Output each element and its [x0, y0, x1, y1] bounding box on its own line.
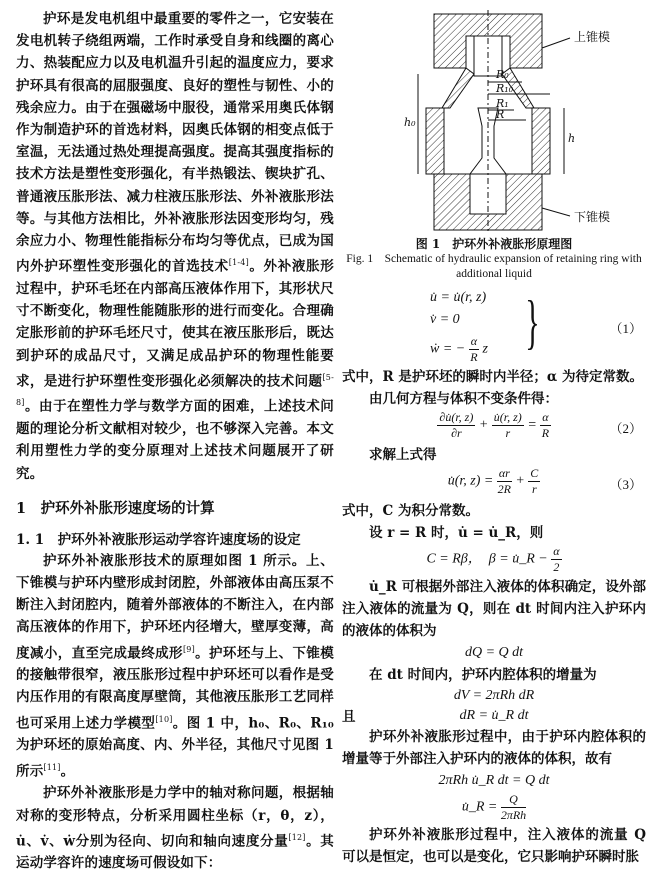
leader-lower: [542, 208, 570, 216]
eq3-frac1: [497, 466, 512, 497]
eq9-frac: [501, 792, 526, 823]
eq4-den: 2: [553, 560, 560, 574]
eq1-line1: u̇ = u̇(r, z): [430, 290, 487, 305]
section-heading-1: 1 护环外补胀形速度场的计算: [16, 499, 215, 517]
label-R0: R₀: [496, 68, 509, 81]
left-column: [16, 8, 334, 875]
intro-paragraph: [16, 8, 334, 485]
equation-8: 2πRh u̇_R dt = Q dt: [438, 773, 550, 788]
eq2-number: （2）: [609, 421, 642, 436]
figure-caption-cn: 图 1 护环外补液胀形原理图: [415, 237, 573, 251]
eq2-plus: +: [478, 417, 489, 433]
eq2-frac2-den: r: [505, 426, 511, 440]
eq2-frac1: [437, 410, 475, 441]
equation-7: dR = u̇_R dt: [459, 708, 529, 723]
eq3-plus: +: [515, 473, 525, 489]
leader-upper: [542, 38, 570, 48]
citation: [1-4]: [228, 258, 249, 268]
label-R1: R₁: [496, 97, 509, 110]
intro-text-2: 。外补液胀形过程中，护环毛坯在内部高压液体作用下，其形状尺寸不断变化，物理性能随胀形的进行而变化。合理确定胀形前的护环毛坯尺寸，使其在液压胀形后，既达到护环的成品尺寸，又满足成品护环的物理性能要求，是进行护环塑性变形强化必须解决的技术问题: [16, 258, 334, 390]
eq1-fraction: [469, 334, 479, 365]
label-R: R: [496, 108, 505, 121]
intro-text-1: 护环是发电机组中最重要的零件之一，它安装在发电机转子绕组两端，工作时承受自身和线圈的离心力、热装配应力以及电机温升引起的温度应力，要求护环具有很高的屈服强度、良好的塑性与韧性、小的残余应力。由于在强磁场中服役，通常采用奥氏体钢作为制造护环的首选材料，因奥氏体钢的相变点低于室温，无法通过热处理提高强度。提高其强度指标的技术方法是塑性变形强化，有半热锻法、锲块扩孔、普通液压胀形法、减力柱液压胀形法、外补液胀形法等。与其他方法相比，外补液胀形法因变形均匀，残余应力小、物理性能指标分布均匀等优点，已成为国内外护环塑性变形强化的首选技术: [16, 11, 334, 275]
eq9-num: Q: [501, 792, 526, 808]
citation: [12]: [288, 832, 306, 842]
text-after-eq1: 式中，R 是护环坯的瞬时内半径；α 为待定常数。: [342, 369, 644, 385]
eq1-line3-rhs: z: [482, 341, 488, 357]
eq1-line3-lhs: ẇ = −: [430, 341, 466, 357]
intro-text-3: 。由于在塑性力学与数学方面的困难，上述技术问题的理论分析文献相对较少，也不够深入完善。本文利用塑性力学的变分原理对上述技术问题展开了研究。: [16, 398, 334, 482]
equation-3: [342, 466, 646, 500]
principle-text-b: 。护环坯与上、下锥模的接触带很窄，液压胀形过程中护环坯可以看作是受内压作用的有限高度厚壁筒，其他液压胀形工艺同样也可采用上述力学模型: [16, 645, 335, 732]
right-brace: }: [525, 289, 540, 355]
eq2-frac3-den: R: [541, 426, 550, 440]
eq1-num: α: [470, 334, 478, 348]
eq2-frac2: [492, 410, 524, 441]
eq1-line2: v̇ = 0: [430, 312, 460, 327]
eq3-number: （3）: [609, 477, 642, 492]
eq3-frac2-num: C: [530, 466, 539, 480]
paragraph-flow: u̇_R 可根据外部注入液体的体积确定，设外部注入液体的流量为 Q，则在 dt 时间内注入护环内的液体的体积为: [342, 579, 646, 639]
citation: [9]: [182, 644, 195, 654]
eq2-frac3-num: α: [542, 410, 549, 424]
citation: [11]: [43, 762, 61, 772]
principle-text-a: 护环外补液胀形技术的原理如图 1 所示。上、下锥模与护环内壁形成封闭腔，外部液体由高压泵不断注入封闭腔内，随着外部液体的不断注入，在内部高压液体的作用下，护环坯内径增大，壁厚变薄，高度减小，直至完成最终成形: [16, 552, 334, 662]
equation-6: dV = 2πRh dR: [453, 688, 535, 703]
eq2-frac1-den: ∂r: [451, 426, 462, 440]
paragraph-principle: [16, 550, 334, 783]
text-vol-inc: 在 dt 时间内，护环内腔体积的增量为: [369, 667, 597, 683]
text-solve: 求解上式得: [369, 447, 437, 463]
eq9-den: 2πRh: [500, 808, 527, 822]
eq3-lhs: u̇(r, z) =: [447, 473, 494, 489]
equation-9: [342, 792, 646, 824]
label-R10: R₁₀: [496, 82, 514, 95]
eq2-frac3: [540, 410, 550, 441]
label-upper-die: 上锥模: [574, 30, 611, 44]
principle-text-d: 。: [60, 763, 75, 780]
eq9-lhs: u̇_R =: [461, 799, 498, 815]
figure-caption-en: Fig. 1 Schematic of hydraulic expansion of retaining ring with additional liquid: [346, 253, 642, 280]
equation-4: [342, 544, 646, 576]
eq1-number: （1）: [609, 321, 642, 336]
label-h: h: [568, 132, 576, 145]
paragraph-equal: 护环外补液胀形过程中，由于护环内腔体积的增量等于外部注入护环内的液体的体积，故有: [342, 729, 646, 767]
eq3-frac2: [528, 466, 540, 497]
ring-wall-right: [532, 108, 550, 174]
eq4-num: α: [553, 544, 560, 558]
eq3-frac1-den: 2R: [497, 482, 511, 496]
eq3-frac1-num: αr: [498, 466, 510, 480]
eq4-lhs: C = Rβ， β = u̇_R −: [426, 551, 548, 567]
upper-cone-left: [442, 68, 474, 108]
citation: [10]: [155, 714, 173, 724]
equation-2: [342, 410, 646, 444]
ring-wall-left: [426, 108, 444, 174]
equation-1: [342, 290, 646, 366]
right-column: [342, 8, 646, 868]
label-h0: h₀: [404, 116, 416, 129]
text-set: 设 r = R 时，u̇ = u̇_R，则: [369, 525, 544, 541]
text-incompress: 由几何方程与体积不变条件得：: [369, 391, 558, 407]
label-lower-die: 下锥模: [574, 210, 611, 224]
eq2-frac1-num: ∂u̇(r, z): [439, 410, 474, 424]
axisym-text-a: 护环外补液胀形是力学中的轴对称问题，根据轴对称的变形特点，分析采用圆柱坐标（r，θ，z），u̇、v̇、ẇ分别为径向、切向和轴向速度分量: [16, 785, 334, 850]
principle-text-c: 。图 1 中，h₀、R₀、R₁₀ 为护环坯的原始高度、内、外半径，其他尺寸见图 1 所示: [16, 715, 335, 780]
eq2-frac2-num: u̇(r, z): [493, 410, 522, 424]
citation: [5-8]: [16, 372, 334, 408]
axisym-text-b: 。其运动学容许的速度场可假设如下：: [16, 833, 335, 872]
eq2-equals: =: [527, 417, 537, 433]
text-and: 且: [342, 709, 356, 725]
section-heading-1-1: 1. 1 护环外补液胀形运动学容许速度场的设定: [16, 531, 301, 548]
paragraph-axisymmetric: [16, 782, 334, 874]
text-C: 式中，C 为积分常数。: [342, 503, 479, 519]
eq3-frac2-den: r: [531, 482, 537, 496]
eq4-frac: [551, 544, 561, 575]
equation-7-row: [342, 706, 646, 726]
eq1-den: R: [470, 350, 478, 364]
eq1-line3: [430, 334, 488, 365]
paragraph-last: 护环外补液胀形过程中，注入液体的流量 Q 可以是恒定，也可以是变化，它只影响护环瞬时胀: [342, 827, 646, 865]
figure-1: [342, 8, 646, 233]
equation-5: dQ = Q dt: [464, 645, 524, 660]
